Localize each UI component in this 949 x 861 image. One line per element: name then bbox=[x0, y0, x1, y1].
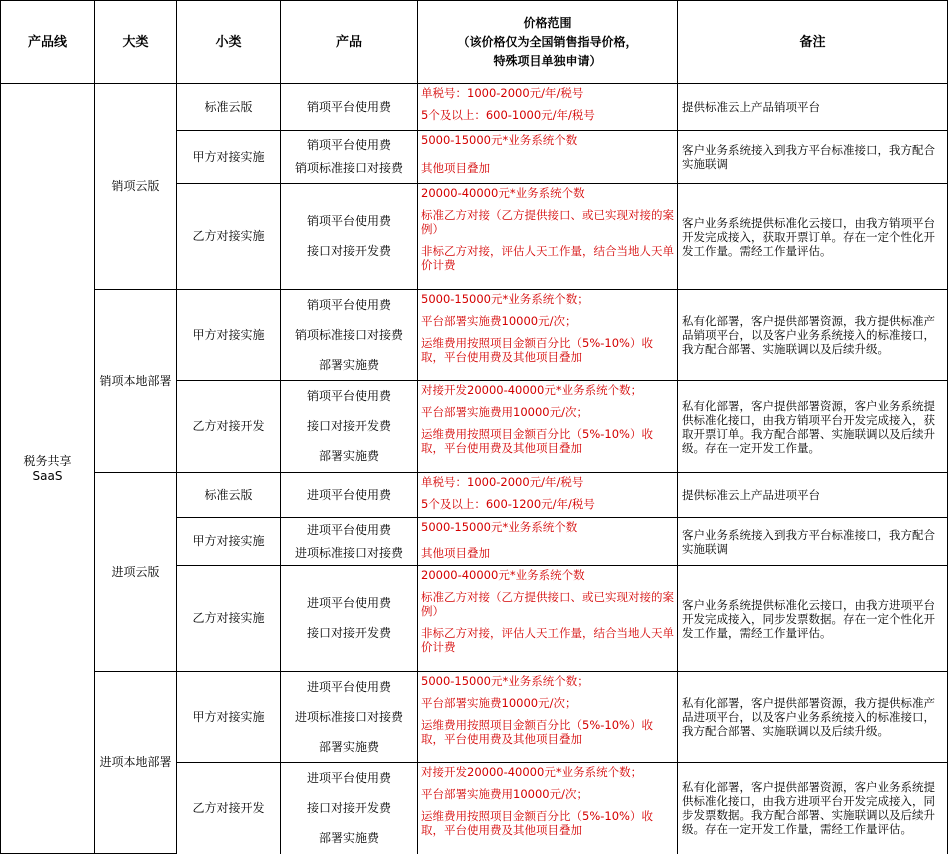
price-line: 对接开发20000-40000元*业务系统个数； bbox=[421, 383, 643, 397]
table-row bbox=[1, 672, 948, 763]
table-row bbox=[1, 84, 948, 131]
minor-category-cell: 甲方对接实施 bbox=[177, 672, 281, 763]
product-item: 接口对接开发费 bbox=[306, 626, 391, 640]
price-line: 对接开发20000-40000元*业务系统个数； bbox=[421, 765, 643, 779]
header-note: 备注 bbox=[678, 1, 948, 84]
price-line: 20000-40000元*业务系统个数 bbox=[421, 186, 585, 200]
minor-category-cell: 标准云版 bbox=[177, 473, 281, 518]
price-line: 5000-15000元*业务系统个数； bbox=[421, 674, 589, 688]
product-cell bbox=[281, 381, 418, 473]
price-line: 单税号：1000-2000元/年/税号 bbox=[421, 475, 584, 489]
price-cell bbox=[418, 84, 678, 131]
product-item: 进项平台使用费 bbox=[306, 596, 391, 610]
price-cell bbox=[418, 566, 678, 672]
product-item: 进项标准接口对接费 bbox=[294, 545, 403, 560]
product-item: 接口对接开发费 bbox=[306, 244, 391, 258]
price-line: 运维费用按照项目金额百分比（5%-10%）收取，平台使用费及其他项目叠加 bbox=[421, 336, 653, 364]
product-cell bbox=[281, 84, 418, 131]
header-price-title: 价格范围 bbox=[523, 15, 572, 30]
price-cell bbox=[418, 763, 678, 854]
product-item: 销项平台使用费 bbox=[306, 389, 391, 403]
price-line: 5个及以上：600-1000元/年/税号 bbox=[421, 108, 595, 122]
price-line: 5000-15000元*业务系统个数； bbox=[421, 292, 589, 306]
price-line: 20000-40000元*业务系统个数 bbox=[421, 568, 585, 582]
header-product-line: 产品线 bbox=[1, 1, 95, 84]
note-cell: 提供标准云上产品销项平台 bbox=[678, 84, 948, 131]
product-item: 部署实施费 bbox=[318, 449, 379, 463]
price-cell bbox=[418, 518, 678, 566]
minor-category-cell: 乙方对接实施 bbox=[177, 184, 281, 290]
note-cell: 提供标准云上产品进项平台 bbox=[678, 473, 948, 518]
price-line: 平台部署实施费用10000元/次； bbox=[421, 787, 588, 801]
price-line: 运维费用按照项目金额百分比（5%-10%）收取，平台使用费及其他项目叠加 bbox=[421, 809, 653, 837]
product-cell bbox=[281, 131, 418, 184]
header-price-note1: （该价格仅为全国销售指导价格， bbox=[457, 34, 638, 49]
price-line: 其他项目叠加 bbox=[421, 546, 490, 560]
minor-category-cell: 标准云版 bbox=[177, 84, 281, 131]
minor-category-cell: 甲方对接实施 bbox=[177, 290, 281, 381]
header-major-category: 大类 bbox=[95, 1, 177, 84]
header-row bbox=[1, 1, 948, 84]
product-item: 部署实施费 bbox=[318, 739, 379, 754]
header-minor-category: 小类 bbox=[177, 1, 281, 84]
major-category-cell: 销项云版 bbox=[95, 84, 177, 290]
product-cell bbox=[281, 290, 418, 381]
product-cell bbox=[281, 763, 418, 854]
product-item: 接口对接开发费 bbox=[306, 800, 391, 815]
product-cell bbox=[281, 672, 418, 763]
minor-category-cell: 乙方对接实施 bbox=[177, 566, 281, 672]
note-cell: 私有化部署，客户提供部署资源，我方提供标准产品进项平台，以及客户业务系统接入的标准接口，我方配合部署、实施联调以及后续升级。 bbox=[678, 672, 948, 763]
price-line: 5000-15000元*业务系统个数 bbox=[421, 133, 578, 147]
product-item: 销项平台使用费 bbox=[306, 297, 391, 312]
note-cell: 客户业务系统接入到我方平台标准接口，我方配合实施联调 bbox=[678, 131, 948, 184]
minor-category-cell: 乙方对接开发 bbox=[177, 381, 281, 473]
product-item: 部署实施费 bbox=[318, 357, 379, 372]
product-item: 接口对接开发费 bbox=[306, 419, 391, 433]
product-item: 销项标准接口对接费 bbox=[294, 161, 403, 175]
note-cell: 私有化部署，客户提供部署资源，客户业务系统提供标准化接口，由我方进项平台开发完成接入，同步发票数据。我方配合部署、实施联调以及后续升级。存在一定开发工作量，需经工作量评估。 bbox=[678, 763, 948, 854]
price-line: 非标乙方对接，评估人天工作量，结合当地人天单价计费 bbox=[421, 626, 674, 654]
major-category-cell: 进项云版 bbox=[95, 473, 177, 672]
minor-category-cell: 甲方对接实施 bbox=[177, 131, 281, 184]
product-item: 进项平台使用费 bbox=[306, 679, 391, 694]
product-item: 销项平台使用费 bbox=[306, 99, 391, 114]
product-line-cell bbox=[1, 84, 95, 854]
product-cell bbox=[281, 566, 418, 672]
product-cell bbox=[281, 518, 418, 566]
price-cell bbox=[418, 381, 678, 473]
product-cell bbox=[281, 473, 418, 518]
note-cell: 私有化部署，客户提供部署资源，客户业务系统提供标准化接口，由我方销项平台开发完成接入，获取开票订单。我方配合部署、实施联调以及后续升级。存在一定开发工作量。 bbox=[678, 381, 948, 473]
product-item: 部署实施费 bbox=[318, 830, 379, 845]
product-item: 销项平台使用费 bbox=[306, 138, 391, 152]
price-line: 平台部署实施费用10000元/次； bbox=[421, 405, 588, 419]
price-cell bbox=[418, 473, 678, 518]
product-item: 销项平台使用费 bbox=[306, 214, 391, 228]
product-line-suffix: SaaS bbox=[32, 468, 63, 483]
product-item: 进项平台使用费 bbox=[306, 522, 391, 537]
note-cell: 客户业务系统提供标准化云接口，由我方进项平台开发完成接入，同步发票数据。存在一定个性化开发工作量，需经工作量评估。 bbox=[678, 566, 948, 672]
product-cell bbox=[281, 184, 418, 290]
minor-category-cell: 乙方对接开发 bbox=[177, 763, 281, 854]
product-item: 销项标准接口对接费 bbox=[294, 327, 403, 342]
price-line: 标准乙方对接（乙方提供接口、或已实现对接的案例） bbox=[421, 208, 674, 236]
price-cell bbox=[418, 131, 678, 184]
price-line: 平台部署实施费10000元/次； bbox=[421, 314, 577, 328]
header-product: 产品 bbox=[281, 1, 418, 84]
price-cell bbox=[418, 672, 678, 763]
price-line: 单税号：1000-2000元/年/税号 bbox=[421, 86, 584, 100]
price-line: 5000-15000元*业务系统个数 bbox=[421, 520, 578, 534]
note-cell: 客户业务系统提供标准化云接口，由我方销项平台开发完成接入，获取开票订单。存在一定个性化开发工作量。需经工作量评估。 bbox=[678, 184, 948, 290]
product-item: 进项标准接口对接费 bbox=[294, 709, 403, 724]
minor-category-cell: 甲方对接实施 bbox=[177, 518, 281, 566]
major-category-cell: 销项本地部署 bbox=[95, 290, 177, 473]
product-item: 进项平台使用费 bbox=[306, 487, 391, 502]
major-category-cell: 进项本地部署 bbox=[95, 672, 177, 854]
product-line-name: 税务共享 bbox=[23, 453, 72, 468]
price-line: 标准乙方对接（乙方提供接口、或已实现对接的案例） bbox=[421, 590, 674, 618]
price-line: 非标乙方对接，评估人天工作量，结合当地人天单价计费 bbox=[421, 244, 674, 272]
table-row bbox=[1, 473, 948, 518]
note-cell: 私有化部署，客户提供部署资源，我方提供标准产品销项平台，以及客户业务系统接入的标准接口，我方配合部署、实施联调以及后续升级。 bbox=[678, 290, 948, 381]
price-cell bbox=[418, 290, 678, 381]
price-line: 运维费用按照项目金额百分比（5%-10%）收取，平台使用费及其他项目叠加 bbox=[421, 718, 653, 746]
price-line: 5个及以上：600-1200元/年/税号 bbox=[421, 497, 595, 511]
price-line: 其他项目叠加 bbox=[421, 161, 490, 175]
note-cell: 客户业务系统接入到我方平台标准接口，我方配合实施联调 bbox=[678, 518, 948, 566]
header-price-range bbox=[418, 1, 678, 84]
table-row bbox=[1, 290, 948, 381]
header-price-note2: 特殊项目单独申请） bbox=[493, 53, 602, 68]
price-cell bbox=[418, 184, 678, 290]
price-line: 运维费用按照项目金额百分比（5%-10%）收取，平台使用费及其他项目叠加 bbox=[421, 427, 653, 455]
product-item: 进项平台使用费 bbox=[306, 770, 391, 785]
price-line: 平台部署实施费10000元/次； bbox=[421, 696, 577, 710]
